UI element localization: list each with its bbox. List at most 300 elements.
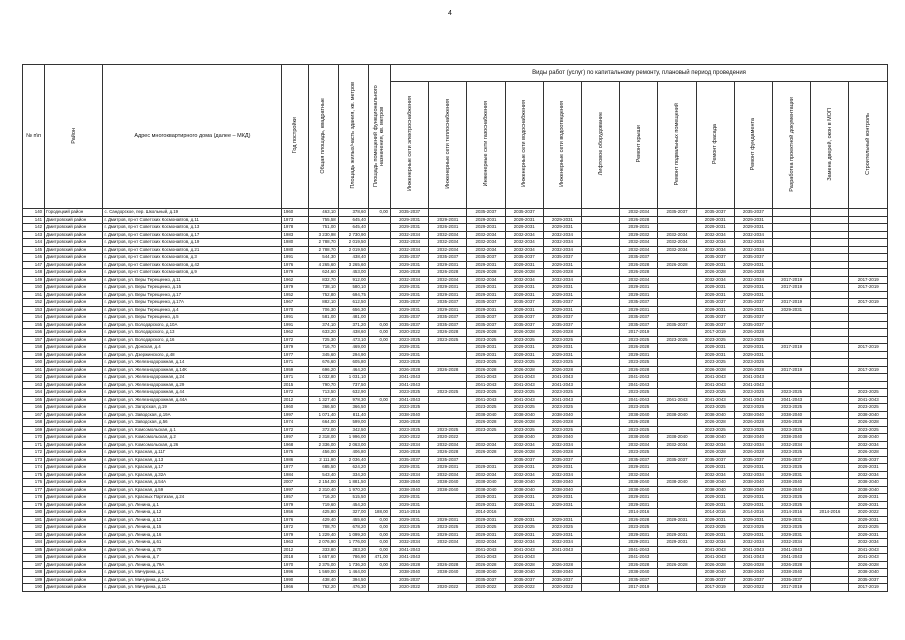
row-number-cell: 186 [23, 554, 45, 562]
work-period-cell: 2041-2043 [620, 374, 658, 382]
total-area-cell: 463,10 [308, 209, 338, 217]
work-period-cell: 2014-2016 [391, 509, 429, 517]
work-period-cell: 2029-2031 [849, 494, 888, 502]
row-number-cell: 165 [23, 396, 45, 404]
work-period-cell [811, 254, 849, 262]
nonliving-area-cell [368, 374, 390, 382]
work-period-cell [582, 471, 620, 479]
table-row [23, 351, 888, 359]
work-period-cell: 2029-2031 [620, 224, 658, 232]
work-period-cell: 2029-2031 [391, 494, 429, 502]
work-period-cell [582, 404, 620, 412]
work-period-cell [582, 426, 620, 434]
work-period-cell [582, 389, 620, 397]
work-period-cell: 2032-2034 [658, 231, 696, 239]
work-period-cell [773, 321, 811, 329]
work-period-cell: 2029-2031 [467, 531, 505, 539]
table-row [23, 291, 888, 299]
nonliving-area-cell: 0,00 [368, 329, 390, 337]
nonliving-area-cell [368, 276, 390, 284]
row-number-cell: 170 [23, 434, 45, 442]
work-period-cell: 2032-2034 [467, 441, 505, 449]
work-period-cell [658, 224, 696, 232]
work-period-cell: 2035-2037 [849, 576, 888, 584]
work-period-cell [658, 509, 696, 517]
work-period-cell: 2038-2040 [734, 479, 772, 487]
work-period-cell [582, 351, 620, 359]
living-area-cell: 438,60 [338, 329, 368, 337]
work-period-cell: 2032-2034 [734, 276, 772, 284]
work-period-cell: 2017-2019 [773, 344, 811, 352]
work-period-cell [811, 366, 849, 374]
table-row [23, 284, 888, 292]
living-area-cell: 2 019,50 [338, 239, 368, 247]
work-period-cell: 2029-2031 [429, 464, 467, 472]
work-period-cell: 2041-2043 [391, 374, 429, 382]
living-area-cell: 283,20 [338, 546, 368, 554]
living-area-cell: 605,80 [338, 359, 368, 367]
table-row [23, 359, 888, 367]
row-number-cell: 149 [23, 276, 45, 284]
work-period-cell: 2032-2034 [773, 441, 811, 449]
work-period-cell: 2029-2031 [543, 494, 581, 502]
build-year-cell: 1952 [282, 291, 308, 299]
work-period-cell: 2026-2028 [429, 366, 467, 374]
work-period-cell [811, 554, 849, 562]
work-period-cell [811, 291, 849, 299]
row-number-cell: 175 [23, 471, 45, 479]
work-period-cell: 2017-2019 [696, 584, 734, 592]
build-year-cell: 1973 [282, 216, 308, 224]
work-period-cell: 2032-2034 [505, 246, 543, 254]
district-cell: Дмитровский район [45, 411, 103, 419]
work-period-cell: 2026-2028 [620, 216, 658, 224]
work-period-cell: 2032-2034 [505, 239, 543, 247]
work-period-cell: 2041-2043 [505, 546, 543, 554]
work-period-cell: 2038-2040 [543, 434, 581, 442]
header-work-type: Инженерные сети газоснабжения [467, 82, 505, 209]
nonliving-area-cell: 0,00 [368, 524, 390, 532]
work-period-cell: 2041-2043 [620, 546, 658, 554]
district-cell: Дмитровский район [45, 254, 103, 262]
work-period-cell: 2023-2025 [696, 359, 734, 367]
work-period-cell [582, 539, 620, 547]
living-area-cell: 1 881,50 [338, 479, 368, 487]
district-cell: Дмитровский район [45, 344, 103, 352]
work-period-cell: 2029-2031 [505, 216, 543, 224]
work-period-cell [811, 321, 849, 329]
work-period-cell: 2020-2022 [505, 584, 543, 592]
work-period-cell: 2041-2043 [620, 396, 658, 404]
work-period-cell: 2026-2028 [696, 366, 734, 374]
district-cell: Дмитровский район [45, 456, 103, 464]
living-area-cell: 811,40 [338, 411, 368, 419]
build-year-cell: 1997 [282, 486, 308, 494]
row-number-cell: 169 [23, 426, 45, 434]
nonliving-area-cell: 0,00 [368, 396, 390, 404]
work-period-cell: 2023-2025 [467, 524, 505, 532]
nonliving-area-cell [368, 284, 390, 292]
address-cell: г. Дмитров, ул. Красная, д.11Г [103, 449, 282, 457]
table-row [23, 306, 888, 314]
work-period-cell: 2041-2043 [734, 396, 772, 404]
work-period-cell [543, 509, 581, 517]
header-area-living: Площадь жилых/часть здания, кв. метров [338, 65, 368, 209]
work-period-cell: 2023-2025 [429, 426, 467, 434]
work-period-cell [543, 209, 581, 217]
table-row [23, 561, 888, 569]
district-cell: Дмитровский район [45, 524, 103, 532]
work-period-cell: 2032-2034 [429, 276, 467, 284]
work-period-cell: 2023-2025 [543, 426, 581, 434]
work-period-cell: 2038-2040 [620, 434, 658, 442]
row-number-cell: 187 [23, 561, 45, 569]
address-cell: г. Дмитров, ул. Ленина, д.12 [103, 509, 282, 517]
work-period-cell: 2038-2040 [658, 411, 696, 419]
address-cell: г. Дмитров, пр-кт Советских Космонавтов, д.3 [103, 254, 282, 262]
work-period-cell: 2023-2025 [543, 336, 581, 344]
table-row [23, 456, 888, 464]
work-period-cell [658, 306, 696, 314]
work-period-cell [582, 584, 620, 592]
nonliving-area-cell: 0,00 [368, 546, 390, 554]
work-period-cell [582, 509, 620, 517]
nonliving-area-cell [368, 576, 390, 584]
total-area-cell: 1 071,40 [308, 411, 338, 419]
work-period-cell: 2026-2028 [773, 561, 811, 569]
living-area-cell: 2 730,90 [338, 231, 368, 239]
work-period-cell [811, 269, 849, 277]
work-period-cell: 2038-2040 [658, 434, 696, 442]
work-period-cell: 2029-2031 [391, 516, 429, 524]
work-period-cell: 2026-2028 [467, 419, 505, 427]
work-period-cell: 2038-2040 [467, 569, 505, 577]
work-period-cell: 2026-2028 [696, 419, 734, 427]
total-area-cell: 624,60 [308, 269, 338, 277]
header-work-type: Замена дверей, окон в МОП [811, 82, 849, 209]
work-period-cell: 2029-2031 [543, 516, 581, 524]
work-period-cell: 2035-2037 [429, 456, 467, 464]
work-period-cell [811, 434, 849, 442]
living-area-cell: 624,20 [338, 464, 368, 472]
work-period-cell: 2032-2034 [696, 246, 734, 254]
table-row [23, 569, 888, 577]
work-period-cell [429, 546, 467, 554]
work-period-cell: 2026-2028 [391, 449, 429, 457]
work-period-cell: 2038-2040 [429, 479, 467, 487]
work-period-cell: 2035-2037 [543, 456, 581, 464]
table-row [23, 449, 888, 457]
work-period-cell [505, 509, 543, 517]
work-period-cell: 2041-2043 [620, 554, 658, 562]
address-cell: г. Дмитров, ул. Красная, д.17 [103, 464, 282, 472]
nonliving-area-cell: 0,00 [368, 531, 390, 539]
work-period-cell: 2023-2025 [467, 359, 505, 367]
work-period-cell: 2017-2019 [849, 276, 888, 284]
build-year-cell: 1962 [282, 329, 308, 337]
work-period-cell: 2035-2037 [620, 456, 658, 464]
row-number-cell: 166 [23, 404, 45, 412]
work-period-cell: 2026-2028 [391, 366, 429, 374]
row-number-cell: 155 [23, 321, 45, 329]
work-period-cell: 2017-2019 [696, 329, 734, 337]
nonliving-area-cell: 0,00 [368, 516, 390, 524]
work-period-cell: 2029-2031 [696, 531, 734, 539]
total-area-cell: 725,30 [308, 336, 338, 344]
work-period-cell [582, 479, 620, 487]
work-period-cell: 2029-2031 [696, 284, 734, 292]
work-period-cell: 2020-2022 [734, 584, 772, 592]
table-row [23, 411, 888, 419]
build-year-cell: 1972 [282, 426, 308, 434]
work-period-cell: 2029-2031 [391, 291, 429, 299]
table-row [23, 209, 888, 217]
work-period-cell: 2029-2031 [734, 531, 772, 539]
work-period-cell: 2029-2031 [429, 531, 467, 539]
work-period-cell [811, 299, 849, 307]
work-period-cell [582, 561, 620, 569]
table-row [23, 396, 888, 404]
table-row [23, 531, 888, 539]
table-row [23, 389, 888, 397]
work-period-cell: 2023-2025 [543, 359, 581, 367]
work-period-cell [582, 546, 620, 554]
district-cell: Дмитровский район [45, 546, 103, 554]
address-cell: г. Дмитров, пр-кт Советских Космонавтов, д.42 [103, 261, 282, 269]
work-period-cell: 2035-2037 [734, 321, 772, 329]
work-period-cell [582, 494, 620, 502]
nonliving-area-cell: 0,00 [368, 336, 390, 344]
address-cell: г. Дмитров, ул. Заводская, д.19А [103, 411, 282, 419]
work-period-cell: 2032-2034 [734, 246, 772, 254]
work-period-cell: 2026-2028 [543, 419, 581, 427]
work-period-cell: 2041-2043 [849, 554, 888, 562]
build-year-cell: 1971 [282, 359, 308, 367]
work-period-cell: 2029-2031 [620, 539, 658, 547]
work-period-cell: 2035-2037 [696, 314, 734, 322]
work-period-cell [773, 239, 811, 247]
work-period-cell: 2023-2025 [773, 501, 811, 509]
work-period-cell: 2029-2031 [734, 516, 772, 524]
work-period-cell: 2029-2031 [620, 494, 658, 502]
work-period-cell: 2029-2031 [505, 516, 543, 524]
total-area-cell: 1 327,40 [308, 396, 338, 404]
work-period-cell: 2029-2031 [429, 291, 467, 299]
work-period-cell: 2023-2025 [620, 449, 658, 457]
work-period-cell: 2026-2028 [429, 269, 467, 277]
work-period-cell [811, 569, 849, 577]
work-period-cell: 2017-2019 [773, 284, 811, 292]
work-period-cell: 2032-2034 [620, 471, 658, 479]
work-period-cell: 2023-2025 [467, 426, 505, 434]
work-period-cell [582, 344, 620, 352]
work-period-cell: 2032-2034 [467, 239, 505, 247]
total-area-cell: 543,40 [308, 471, 338, 479]
address-cell: г. Дмитров, ул. Красных Партизан, д.24 [103, 494, 282, 502]
work-period-cell [811, 246, 849, 254]
work-period-cell: 2035-2037 [467, 254, 505, 262]
work-period-cell: 2023-2025 [734, 359, 772, 367]
work-period-cell: 2029-2031 [467, 344, 505, 352]
row-number-cell: 154 [23, 314, 45, 322]
work-period-cell: 2032-2034 [734, 471, 772, 479]
work-period-cell: 2023-2025 [734, 389, 772, 397]
address-cell: г. Дмитров, пр-кт Советских Космонавтов, д.21 [103, 246, 282, 254]
work-period-cell: 2032-2034 [505, 276, 543, 284]
work-period-cell: 2032-2034 [773, 539, 811, 547]
work-period-cell: 2026-2028 [773, 419, 811, 427]
work-period-cell: 2038-2040 [696, 569, 734, 577]
work-period-cell: 2026-2028 [849, 561, 888, 569]
work-period-cell: 2032-2034 [467, 231, 505, 239]
work-period-cell [658, 486, 696, 494]
living-area-cell: 473,10 [338, 336, 368, 344]
work-period-cell: 2029-2031 [620, 501, 658, 509]
work-period-cell [811, 419, 849, 427]
build-year-cell: 1956 [282, 509, 308, 517]
district-cell: Городецкий район [45, 209, 103, 217]
work-period-cell [773, 254, 811, 262]
work-period-cell: 2023-2025 [505, 404, 543, 412]
work-period-cell [658, 426, 696, 434]
living-area-cell: 1 996,00 [338, 434, 368, 442]
work-period-cell: 2029-2031 [543, 351, 581, 359]
work-period-cell: 2023-2025 [696, 336, 734, 344]
work-period-cell: 2029-2031 [658, 531, 696, 539]
work-period-cell [658, 554, 696, 562]
work-period-cell: 2029-2031 [849, 516, 888, 524]
work-period-cell: 2032-2034 [429, 441, 467, 449]
address-cell: г. Дмитров, ул. Володарского, д.10А [103, 321, 282, 329]
work-period-cell: 2029-2031 [505, 494, 543, 502]
work-period-cell: 2029-2031 [391, 284, 429, 292]
row-number-cell: 185 [23, 546, 45, 554]
work-period-cell: 2035-2037 [734, 576, 772, 584]
total-area-cell: 696,20 [308, 366, 338, 374]
work-period-cell [658, 389, 696, 397]
work-period-cell: 2038-2040 [734, 434, 772, 442]
work-period-cell: 2029-2031 [467, 464, 505, 472]
nonliving-area-cell [368, 486, 390, 494]
total-area-cell: 544,30 [308, 254, 338, 262]
address-cell: г. Дмитров, ул. Ленина, д.7 [103, 554, 282, 562]
build-year-cell: 1968 [282, 441, 308, 449]
total-area-cell: 438,40 [308, 576, 338, 584]
build-year-cell: 1980 [282, 246, 308, 254]
total-area-cell: 345,60 [308, 351, 338, 359]
row-number-cell: 145 [23, 246, 45, 254]
work-period-cell: 2038-2040 [696, 479, 734, 487]
living-area-cell: 334,20 [338, 471, 368, 479]
row-number-cell: 159 [23, 351, 45, 359]
row-number-cell: 147 [23, 261, 45, 269]
work-period-cell: 2035-2037 [429, 254, 467, 262]
work-period-cell: 2035-2037 [620, 299, 658, 307]
district-cell: Дмитровский район [45, 216, 103, 224]
work-period-cell [811, 464, 849, 472]
total-area-cell: 425,80 [308, 509, 338, 517]
work-period-cell: 2029-2031 [734, 501, 772, 509]
work-period-cell: 2029-2031 [391, 224, 429, 232]
address-cell: г. Дмитров, ул. Веры Терещенко, д.17 [103, 291, 282, 299]
table-row [23, 269, 888, 277]
build-year-cell: 1986 [282, 456, 308, 464]
nonliving-area-cell [368, 419, 390, 427]
nonliving-area-cell [368, 366, 390, 374]
table-row [23, 344, 888, 352]
work-period-cell: 2038-2040 [505, 486, 543, 494]
work-period-cell: 2032-2034 [429, 231, 467, 239]
build-year-cell: 1984 [282, 471, 308, 479]
row-number-cell: 157 [23, 336, 45, 344]
work-period-cell [658, 314, 696, 322]
work-period-cell [582, 434, 620, 442]
work-period-cell: 2032-2034 [391, 246, 429, 254]
work-period-cell: 2032-2034 [696, 539, 734, 547]
work-period-cell: 2035-2037 [505, 456, 543, 464]
living-area-cell: 1 099,20 [338, 531, 368, 539]
work-period-cell: 2041-2043 [696, 546, 734, 554]
work-period-cell [811, 306, 849, 314]
address-cell: г. Дмитров, пр-кт Советских Космонавтов, д.11 [103, 216, 282, 224]
table-row [23, 246, 888, 254]
table-row [23, 486, 888, 494]
work-period-cell: 2041-2043 [467, 546, 505, 554]
work-period-cell [773, 314, 811, 322]
work-period-cell [811, 411, 849, 419]
build-year-cell: 2007 [282, 479, 308, 487]
work-period-cell: 2038-2040 [849, 569, 888, 577]
work-period-cell: 2035-2037 [505, 576, 543, 584]
work-period-cell [582, 381, 620, 389]
table-row [23, 216, 888, 224]
work-period-cell: 2020-2022 [849, 509, 888, 517]
district-cell: Дмитровский район [45, 509, 103, 517]
build-year-cell: 1972 [282, 389, 308, 397]
row-number-cell: 161 [23, 366, 45, 374]
work-period-cell: 2032-2034 [696, 471, 734, 479]
work-period-cell: 2029-2031 [543, 224, 581, 232]
work-period-cell: 2014-2016 [696, 509, 734, 517]
table-row [23, 381, 888, 389]
row-number-cell: 160 [23, 359, 45, 367]
nonliving-area-cell [368, 254, 390, 262]
row-number-cell: 143 [23, 231, 45, 239]
work-period-cell: 2029-2031 [734, 224, 772, 232]
work-period-cell: 2032-2034 [391, 231, 429, 239]
work-period-cell: 2041-2043 [773, 554, 811, 562]
living-area-cell: 1 031,10 [338, 374, 368, 382]
address-cell: г. Дмитров, ул. Заводская, д.56 [103, 419, 282, 427]
district-cell: Дмитровский район [45, 434, 103, 442]
table-row [23, 441, 888, 449]
work-period-cell: 2029-2031 [505, 501, 543, 509]
work-period-cell: 2041-2043 [696, 554, 734, 562]
work-period-cell: 2032-2034 [391, 441, 429, 449]
row-number-cell: 142 [23, 224, 45, 232]
work-period-cell: 2023-2025 [429, 524, 467, 532]
district-cell: Дмитровский район [45, 299, 103, 307]
work-period-cell: 2041-2043 [467, 374, 505, 382]
work-period-cell: 2041-2043 [505, 396, 543, 404]
work-period-cell [811, 261, 849, 269]
work-period-cell [811, 276, 849, 284]
work-period-cell: 2023-2025 [505, 426, 543, 434]
work-period-cell [582, 261, 620, 269]
table-row [23, 276, 888, 284]
work-period-cell [849, 291, 888, 299]
work-period-cell [849, 321, 888, 329]
